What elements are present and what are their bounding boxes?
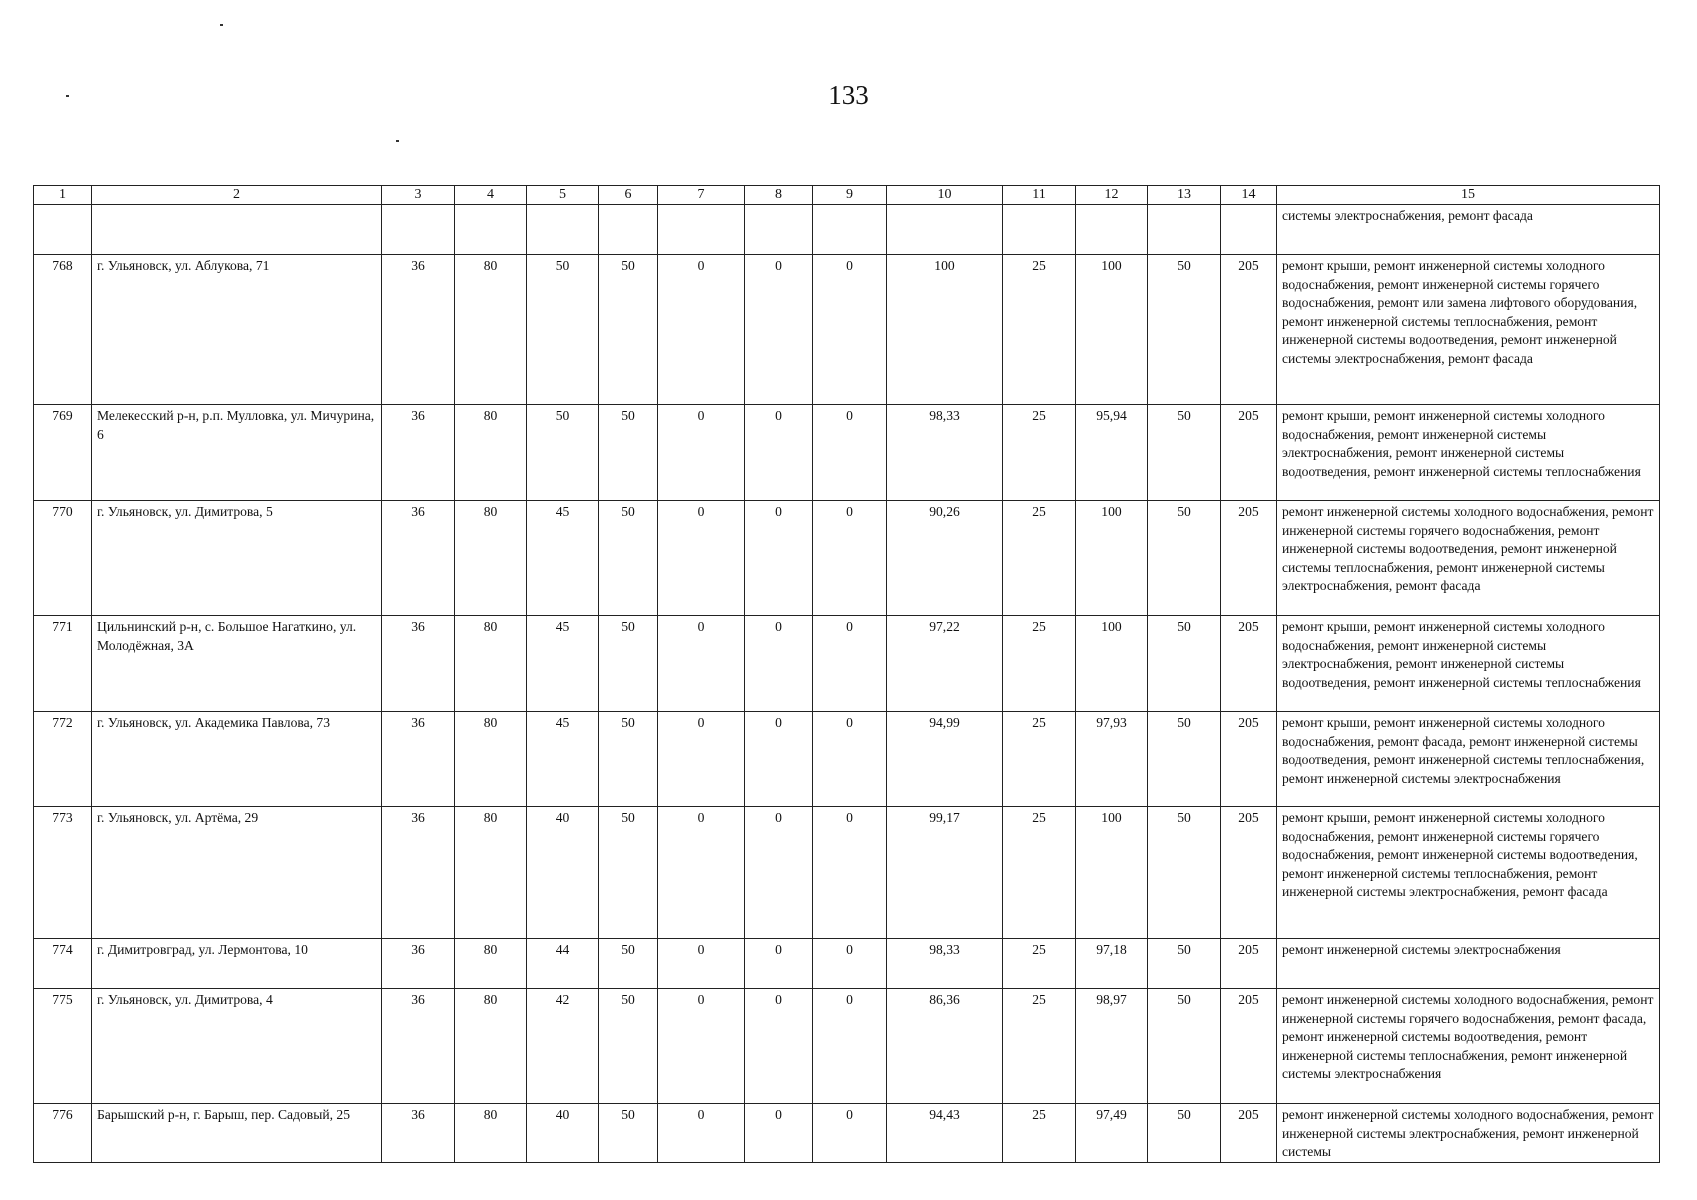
work-description-cell: ремонт инженерной системы холодного водоснабжения, ремонт инженерной системы горячего водоснабжения, ремонт фасада, ремонт инженерной системы водоотведения, ремонт инженерной системы теплоснабжения, ремонт инженерной системы электроснабжения [1277,989,1660,1104]
table-row [34,939,1660,989]
value-cell-c11: 25 [1003,501,1076,616]
work-description-cell: ремонт инженерной системы электроснабжения [1277,939,1660,989]
value-cell-c13: 50 [1148,405,1221,501]
value-cell-c9: 0 [813,405,887,501]
address-cell: г. Димитровград, ул. Лермонтова, 10 [92,939,382,989]
value-cell-c12: 100 [1076,807,1148,939]
value-cell-c11: 25 [1003,712,1076,807]
value-cell-c6: 50 [599,989,658,1104]
value-cell-c3: 36 [382,405,455,501]
value-cell-c4: 80 [455,712,527,807]
work-description-cell: ремонт крыши, ремонт инженерной системы холодного водоснабжения, ремонт инженерной системы горячего водоснабжения, ремонт инженерной системы водоотведения, ремонт инженерной системы теплоснабжения, ремонт инженерной системы электроснабжения, ремонт фасада [1277,807,1660,939]
table-row [34,712,1660,807]
table-row [34,989,1660,1104]
value-cell-c9: 0 [813,939,887,989]
value-cell-c14: 205 [1221,255,1277,405]
value-cell-c4: 80 [455,405,527,501]
work-description-cell: ремонт крыши, ремонт инженерной системы холодного водоснабжения, ремонт фасада, ремонт инженерной системы водоотведения, ремонт инженерной системы теплоснабжения, ремонт инженерной системы электроснабжения [1277,712,1660,807]
work-description-cell: ремонт крыши, ремонт инженерной системы холодного водоснабжения, ремонт инженерной системы электроснабжения, ремонт инженерной системы водоотведения, ремонт инженерной системы теплоснабжения [1277,405,1660,501]
value-cell-c3: 36 [382,712,455,807]
value-cell-c6: 50 [599,712,658,807]
value-cell-c12: 97,18 [1076,939,1148,989]
value-cell-c3: 36 [382,616,455,712]
value-cell-c10: 99,17 [887,807,1003,939]
value-cell-c10: 94,99 [887,712,1003,807]
value-cell-c4: 80 [455,939,527,989]
column-header: 1 [34,186,92,205]
work-description-cell: ремонт крыши, ремонт инженерной системы холодного водоснабжения, ремонт инженерной системы электроснабжения, ремонт инженерной системы водоотведения, ремонт инженерной системы теплоснабжения [1277,616,1660,712]
column-header: 8 [745,186,813,205]
value-cell-c8: 0 [745,712,813,807]
value-cell-c12: 97,93 [1076,712,1148,807]
value-cell-c11: 25 [1003,405,1076,501]
value-cell-c3: 36 [382,939,455,989]
value-cell-c9: 0 [813,616,887,712]
scan-speck [220,24,223,26]
column-header: 3 [382,186,455,205]
value-cell-c14: 205 [1221,712,1277,807]
value-cell-c7: 0 [658,405,745,501]
row-number-cell: 774 [34,939,92,989]
value-cell-c7: 0 [658,989,745,1104]
value-cell-c9: 0 [813,501,887,616]
value-cell-c8: 0 [745,989,813,1104]
value-cell-c4: 80 [455,807,527,939]
work-description-cell: ремонт инженерной системы холодного водоснабжения, ремонт инженерной системы электроснабжения, ремонт инженерной системы [1277,1104,1660,1163]
value-cell-c7: 0 [658,807,745,939]
value-cell-c5: 50 [527,405,599,501]
value-cell-c13: 50 [1148,939,1221,989]
value-cell-c14: 205 [1221,501,1277,616]
value-cell-c8: 0 [745,807,813,939]
value-cell-c5: 40 [527,1104,599,1163]
row-number-cell: 775 [34,989,92,1104]
value-cell-c9: 0 [813,989,887,1104]
column-header: 10 [887,186,1003,205]
column-header: 7 [658,186,745,205]
address-cell: г. Ульяновск, ул. Димитрова, 4 [92,989,382,1104]
value-cell-c8: 0 [745,939,813,989]
value-cell-c7: 0 [658,1104,745,1163]
value-cell-c11: 25 [1003,255,1076,405]
value-cell-c10: 90,26 [887,501,1003,616]
value-cell-c7: 0 [658,712,745,807]
carryover-work-cell: системы электроснабжения, ремонт фасада [1277,205,1660,255]
value-cell-c6: 50 [599,616,658,712]
column-header: 4 [455,186,527,205]
value-cell-c9: 0 [813,807,887,939]
table-row [34,1104,1660,1163]
value-cell-c6: 50 [599,405,658,501]
value-cell-c11: 25 [1003,807,1076,939]
value-cell-c9: 0 [813,712,887,807]
value-cell-c5: 40 [527,807,599,939]
value-cell-c11: 25 [1003,1104,1076,1163]
value-cell-c13: 50 [1148,1104,1221,1163]
value-cell-c5: 45 [527,616,599,712]
table-row [34,405,1660,501]
address-cell: г. Ульяновск, ул. Артёма, 29 [92,807,382,939]
value-cell-c4: 80 [455,1104,527,1163]
value-cell-c14: 205 [1221,1104,1277,1163]
value-cell-c10: 98,33 [887,939,1003,989]
value-cell-c6: 50 [599,501,658,616]
row-number-cell: 771 [34,616,92,712]
value-cell-c5: 45 [527,712,599,807]
value-cell-c3: 36 [382,501,455,616]
column-header: 13 [1148,186,1221,205]
column-header: 11 [1003,186,1076,205]
value-cell-c8: 0 [745,255,813,405]
table-row [34,616,1660,712]
address-cell: г. Ульяновск, ул. Академика Павлова, 73 [92,712,382,807]
value-cell-c14: 205 [1221,616,1277,712]
carryover-row [34,205,1660,255]
value-cell-c8: 0 [745,616,813,712]
address-cell: г. Ульяновск, ул. Димитрова, 5 [92,501,382,616]
value-cell-c10: 97,22 [887,616,1003,712]
work-description-cell: ремонт инженерной системы холодного водоснабжения, ремонт инженерной системы горячего водоснабжения, ремонт инженерной системы водоотведения, ремонт инженерной системы теплоснабжения, ремонт инженерной системы электроснабжения, ремонт фасада [1277,501,1660,616]
value-cell-c3: 36 [382,1104,455,1163]
value-cell-c7: 0 [658,616,745,712]
value-cell-c10: 94,43 [887,1104,1003,1163]
value-cell-c13: 50 [1148,712,1221,807]
value-cell-c4: 80 [455,616,527,712]
value-cell-c12: 97,49 [1076,1104,1148,1163]
value-cell-c6: 50 [599,255,658,405]
address-cell: Цильнинский р-н, с. Большое Нагаткино, ул. Молодёжная, 3А [92,616,382,712]
value-cell-c4: 80 [455,501,527,616]
value-cell-c7: 0 [658,939,745,989]
column-header: 12 [1076,186,1148,205]
column-header: 15 [1277,186,1660,205]
value-cell-c5: 50 [527,255,599,405]
value-cell-c4: 80 [455,989,527,1104]
value-cell-c12: 95,94 [1076,405,1148,501]
value-cell-c6: 50 [599,1104,658,1163]
value-cell-c13: 50 [1148,255,1221,405]
value-cell-c5: 42 [527,989,599,1104]
table-row [34,501,1660,616]
value-cell-c9: 0 [813,255,887,405]
scan-speck [396,140,399,142]
value-cell-c8: 0 [745,501,813,616]
value-cell-c10: 100 [887,255,1003,405]
column-header: 9 [813,186,887,205]
value-cell-c13: 50 [1148,616,1221,712]
column-header: 5 [527,186,599,205]
value-cell-c3: 36 [382,989,455,1104]
value-cell-c14: 205 [1221,989,1277,1104]
value-cell-c7: 0 [658,501,745,616]
value-cell-c13: 50 [1148,807,1221,939]
header-row [34,186,1660,205]
address-cell: Мелекесский р-н, р.п. Мулловка, ул. Мичурина, 6 [92,405,382,501]
value-cell-c6: 50 [599,807,658,939]
value-cell-c11: 25 [1003,939,1076,989]
value-cell-c8: 0 [745,1104,813,1163]
row-number-cell: 770 [34,501,92,616]
column-header: 2 [92,186,382,205]
value-cell-c4: 80 [455,255,527,405]
value-cell-c10: 86,36 [887,989,1003,1104]
column-header: 14 [1221,186,1277,205]
value-cell-c7: 0 [658,255,745,405]
value-cell-c14: 205 [1221,939,1277,989]
repair-register-table [33,185,1660,1163]
value-cell-c13: 50 [1148,989,1221,1104]
page-number: 133 [828,80,869,110]
address-cell: г. Ульяновск, ул. Аблукова, 71 [92,255,382,405]
value-cell-c12: 98,97 [1076,989,1148,1104]
row-number-cell: 773 [34,807,92,939]
table-row [34,807,1660,939]
value-cell-c6: 50 [599,939,658,989]
value-cell-c10: 98,33 [887,405,1003,501]
row-number-cell: 772 [34,712,92,807]
value-cell-c5: 44 [527,939,599,989]
row-number-cell: 776 [34,1104,92,1163]
value-cell-c3: 36 [382,807,455,939]
table-row [34,255,1660,405]
value-cell-c8: 0 [745,405,813,501]
value-cell-c9: 0 [813,1104,887,1163]
value-cell-c12: 100 [1076,255,1148,405]
value-cell-c14: 205 [1221,405,1277,501]
value-cell-c14: 205 [1221,807,1277,939]
address-cell: Барышский р-н, г. Барыш, пер. Садовый, 25 [92,1104,382,1163]
value-cell-c13: 50 [1148,501,1221,616]
row-number-cell: 769 [34,405,92,501]
value-cell-c3: 36 [382,255,455,405]
column-header: 6 [599,186,658,205]
value-cell-c11: 25 [1003,616,1076,712]
value-cell-c12: 100 [1076,616,1148,712]
row-number-cell: 768 [34,255,92,405]
value-cell-c11: 25 [1003,989,1076,1104]
value-cell-c12: 100 [1076,501,1148,616]
value-cell-c5: 45 [527,501,599,616]
work-description-cell: ремонт крыши, ремонт инженерной системы холодного водоснабжения, ремонт инженерной системы горячего водоснабжения, ремонт или замена лифтового оборудования, ремонт инженерной системы теплоснабжения, ремонт инженерной системы водоотведения, ремонт инженерной системы электроснабжения, ремонт фасада [1277,255,1660,405]
